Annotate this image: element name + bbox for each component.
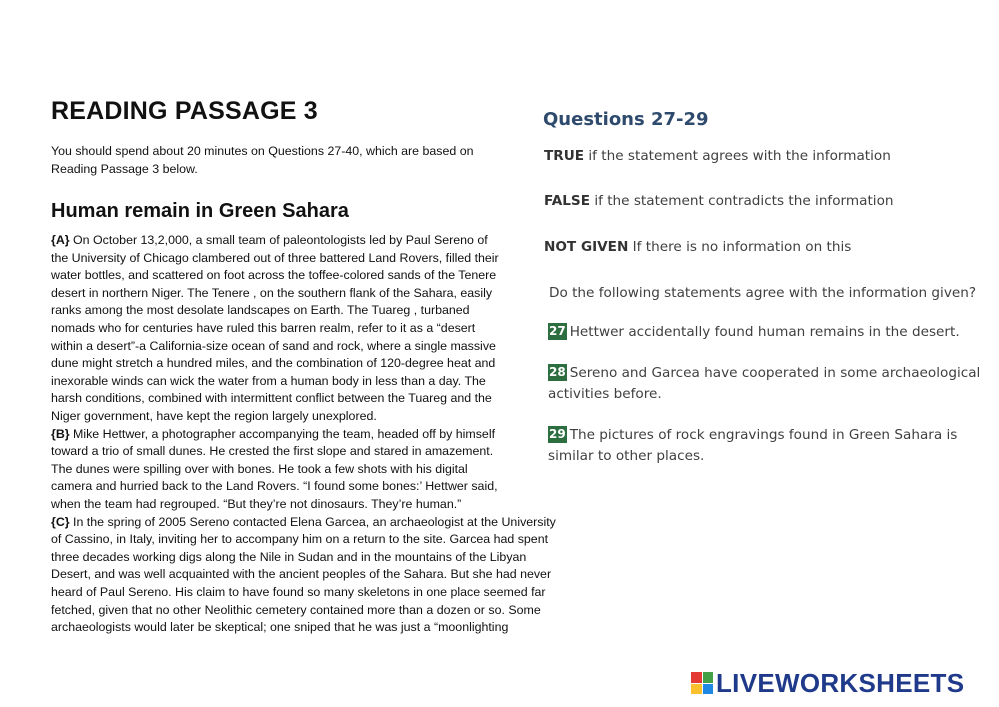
question-number-badge: 27 — [549, 324, 566, 338]
question-text: Sereno and Garcea have cooperated in some archaeological activities before. — [548, 365, 981, 402]
passage-title: READING PASSAGE 3 — [51, 97, 318, 125]
passage-line-text: camera and hurried back to the Land Rovers. “I found some bones:’ Hettwer said, — [51, 479, 498, 494]
passage-line — [51, 374, 486, 388]
question-number-badge: 29 — [549, 427, 566, 441]
passage-line-text: toward a trio of small dunes. He crested the first slope and stared in amazement. — [51, 444, 494, 459]
question-number-badge: 28 — [549, 365, 566, 379]
paragraph-label: {B} — [51, 426, 70, 441]
passage-line — [51, 567, 551, 581]
passage-line — [51, 515, 556, 529]
passage-line-text: The dunes were spilling over with bones. He took a few shots with his digital — [51, 461, 468, 476]
questions-prompt: Do the following statements agree with the information given? — [549, 285, 977, 301]
passage-line — [51, 585, 546, 599]
passage-line-text: water bottles, and scattered on foot across the toffee-colored sands of the Tenere — [51, 268, 497, 283]
passage-line-text: Niger government, have kept the region largely unexplored. — [51, 409, 377, 423]
questions-heading: Questions 27-29 — [543, 109, 709, 130]
passage-line-text: On October 13,2,000, a small team of paleontologists led by Paul Sereno of — [69, 233, 488, 247]
definition-text: if the statement agrees with the information — [584, 148, 891, 164]
question-item-27 — [548, 322, 988, 343]
passage-line — [51, 356, 495, 370]
definition-true — [544, 148, 891, 164]
passage-instructions: You should spend about 20 minutes on Questions 27-40, which are based on Reading Passage 3 below. — [51, 144, 474, 176]
logo-mark-icon — [691, 672, 713, 694]
passage-line — [51, 444, 493, 458]
passage-line-text: In the spring of 2005 Sereno contacted Elena Garcea, an archaeologist at the University — [69, 514, 556, 529]
passage-line-text: ranks among the most desolate landscapes on Earth. The Tuareg , turbaned — [51, 303, 470, 318]
passage-line-text: within a desert”-a California-size ocean of sand and rock, where a single massive — [51, 338, 496, 353]
definition-key: NOT GIVEN — [544, 239, 629, 255]
passage-line — [51, 233, 488, 247]
passage-line-text: dune might stretch a hundred miles, and the combination of 120-degree heat and — [51, 356, 496, 371]
passage-line-text: desert in northern Niger. The Tenere , on the southern flank of the Sahara, easily — [51, 285, 493, 300]
passage-line — [51, 339, 496, 353]
liveworksheets-logo — [691, 669, 964, 697]
passage-line-text: when the team had regrouped. “But they’re not dinosaurs. They’re human.” — [51, 497, 462, 511]
passage-line-text: inexorable winds can wick the water from a human body in less than a day. The — [51, 373, 486, 388]
definition-key: TRUE — [544, 148, 585, 164]
article-title: Human remain in Green Sahara — [51, 200, 349, 222]
passage-line-text: archaeologists would later be skeptical; one sniped that he was just a “moonlighting — [51, 620, 509, 635]
paragraph-label: {C} — [51, 514, 70, 529]
passage-line — [51, 603, 541, 617]
passage-line-text: harsh conditions, combined with intermittent conflict between the Tuareg and the — [51, 391, 492, 406]
definition-text: If there is no information on this — [628, 239, 852, 255]
question-item-28 — [548, 363, 988, 405]
passage-line — [51, 409, 377, 423]
passage-line — [51, 303, 470, 317]
passage-line-text: three decades working digs along the Nile in Sudan and in the mountains of the Libyan — [51, 549, 527, 564]
passage-line — [51, 321, 475, 335]
question-text: The pictures of rock engravings found in Green Sahara is similar to other places. — [548, 427, 958, 464]
passage-line — [51, 391, 492, 405]
passage-line-text: heard of Paul Sereno. His claim to have found so many skeletons in one place seemed far — [51, 585, 546, 599]
question-item-29 — [548, 425, 978, 467]
passage-line — [51, 251, 499, 265]
passage-line-text: of Cassino, in Italy, inviting her to accompany him on a return to the site. Garcea had spent — [51, 532, 549, 547]
question-text: Hettwer accidentally found human remains in the desert. — [569, 324, 960, 340]
passage-line — [51, 286, 492, 300]
paragraph-label: {A} — [51, 233, 70, 247]
definition-not-given — [544, 239, 851, 255]
passage-line-text: Desert, and was well acquainted with the ancient peoples of the Sahara. But she had never — [51, 567, 552, 582]
passage-line — [51, 427, 495, 441]
passage-line — [51, 620, 508, 634]
definition-false — [544, 193, 894, 209]
passage-line-text: the University of Chicago clambered out of three battered Land Rovers, filled their — [51, 250, 499, 265]
passage-line — [51, 268, 496, 282]
definition-key: FALSE — [544, 193, 590, 209]
logo-text: LIVEWORKSHEETS — [716, 667, 965, 698]
passage-line — [51, 532, 548, 546]
passage-line — [51, 550, 526, 564]
passage-line — [51, 497, 461, 511]
passage-line-text: Mike Hettwer, a photographer accompanying the team, headed off by himself — [69, 426, 496, 441]
passage-line — [51, 462, 468, 476]
passage-line-text: nomads who for centuries have ruled this barren realm, refer to it as a “desert — [51, 321, 476, 335]
definition-text: if the statement contradicts the information — [590, 193, 894, 209]
passage-line — [51, 479, 498, 493]
passage-line-text: fetched, given that no other Neolithic cemetery contained more than a dozen or so. Some — [51, 602, 541, 617]
